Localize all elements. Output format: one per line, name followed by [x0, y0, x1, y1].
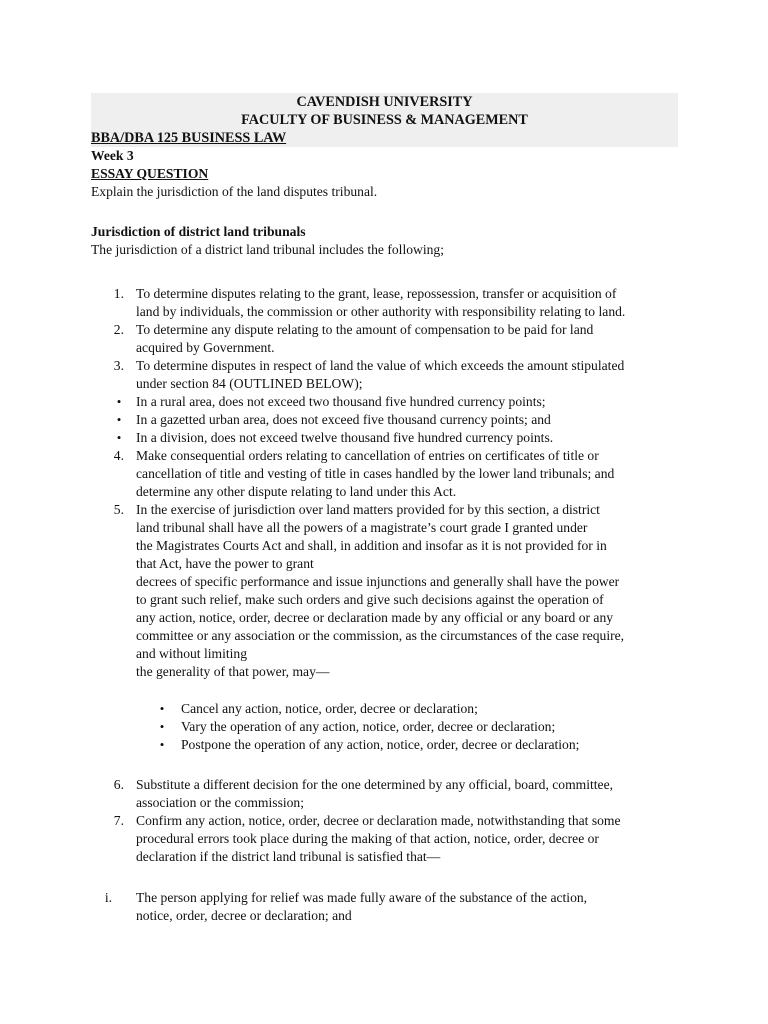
list-item-line: To determine disputes in respect of land the value of which exceeds the amount stipulated: [136, 358, 625, 373]
list-item-line: any action, notice, order, decree or declaration made by any official or any board or any: [136, 610, 614, 625]
list-item-line: Vary the operation of any action, notice, order, decree or declaration;: [181, 719, 556, 734]
list-item-line: In a rural area, does not exceed two thousand five hundred currency points;: [136, 394, 546, 409]
list-item-line: acquired by Government.: [136, 340, 275, 355]
bullet-marker: •: [159, 737, 165, 752]
essay-question: Explain the jurisdiction of the land disputes tribunal.: [91, 184, 378, 199]
list-marker: 3.: [113, 358, 124, 373]
list-item-line: committee or any association or the commission, as the circumstances of the case require,: [136, 628, 625, 643]
list-item-line: In the exercise of jurisdiction over land matters provided for by this section, a district: [136, 502, 600, 517]
list-item-line: the generality of that power, may—: [136, 664, 330, 679]
bullet-marker: •: [116, 412, 122, 427]
list-item-line: The person applying for relief was made fully aware of the substance of the action,: [136, 890, 588, 905]
list-item-line: land tribunal shall have all the powers of a magistrate’s court grade I granted under: [136, 520, 588, 535]
list-marker: 2.: [113, 322, 124, 337]
bullet-marker: •: [116, 430, 122, 445]
list-item-line: procedural errors took place during the making of that action, notice, order, decree or: [136, 831, 599, 846]
list-item-line: notice, order, decree or declaration; and: [136, 908, 352, 923]
list-item-line: determine any other dispute relating to land under this Act.: [136, 484, 457, 499]
list-item-line: land by individuals, the commission or other authority with responsibility relating to land.: [136, 304, 626, 319]
list-item-line: In a gazetted urban area, does not exceed five thousand currency points; and: [136, 412, 551, 427]
list-item-line: Postpone the operation of any action, notice, order, decree or declaration;: [181, 737, 580, 752]
list-item-line: Substitute a different decision for the one determined by any official, board, committee,: [136, 777, 614, 792]
section-intro: The jurisdiction of a district land tribunal includes the following;: [91, 242, 444, 257]
list-item-line: the Magistrates Courts Act and shall, in addition and insofar as it is not provided for in: [136, 538, 607, 553]
list-item-line: and without limiting: [136, 646, 248, 661]
list-marker: 1.: [113, 286, 124, 301]
course-title: BBA/DBA 125 BUSINESS LAW: [91, 130, 287, 146]
list-item-line: under section 84 (OUTLINED BELOW);: [136, 376, 363, 391]
list-item-line: To determine any dispute relating to the amount of compensation to be paid for land: [136, 322, 594, 337]
list-marker: 6.: [113, 777, 124, 792]
list-marker: i.: [104, 890, 112, 905]
bullet-marker: •: [116, 394, 122, 409]
list-item-line: In a division, does not exceed twelve thousand five hundred currency points.: [136, 430, 554, 445]
list-item-line: Confirm any action, notice, order, decree or declaration made, notwithstanding that some: [136, 813, 621, 828]
list-item-line: that Act, have the power to grant: [136, 556, 314, 571]
list-item-line: declaration if the district land tribunal is satisfied that—: [136, 849, 441, 864]
list-marker: 4.: [113, 448, 124, 463]
faculty-name: FACULTY OF BUSINESS & MANAGEMENT: [241, 112, 528, 128]
bullet-marker: •: [159, 701, 165, 716]
list-item-line: decrees of specific performance and issue injunctions and generally shall have the power: [136, 574, 620, 589]
section-heading: Jurisdiction of district land tribunals: [91, 224, 306, 239]
list-item-line: Make consequential orders relating to cancellation of entries on certificates of title or: [136, 448, 599, 463]
list-marker: 7.: [113, 813, 124, 828]
list-item-line: Cancel any action, notice, order, decree or declaration;: [181, 701, 478, 716]
week-label: Week 3: [91, 148, 134, 163]
list-item-line: To determine disputes relating to the grant, lease, repossession, transfer or acquisition of: [136, 286, 617, 301]
list-item-line: to grant such relief, make such orders and give such decisions against the operation of: [136, 592, 604, 607]
bullet-marker: •: [159, 719, 165, 734]
list-marker: 5.: [113, 502, 124, 517]
university-name: CAVENDISH UNIVERSITY: [296, 94, 473, 110]
list-item-line: cancellation of title and vesting of title in cases handled by the lower land tribunals; and: [136, 466, 615, 481]
list-item-line: association or the commission;: [136, 795, 305, 810]
essay-heading: ESSAY QUESTION: [91, 166, 209, 181]
